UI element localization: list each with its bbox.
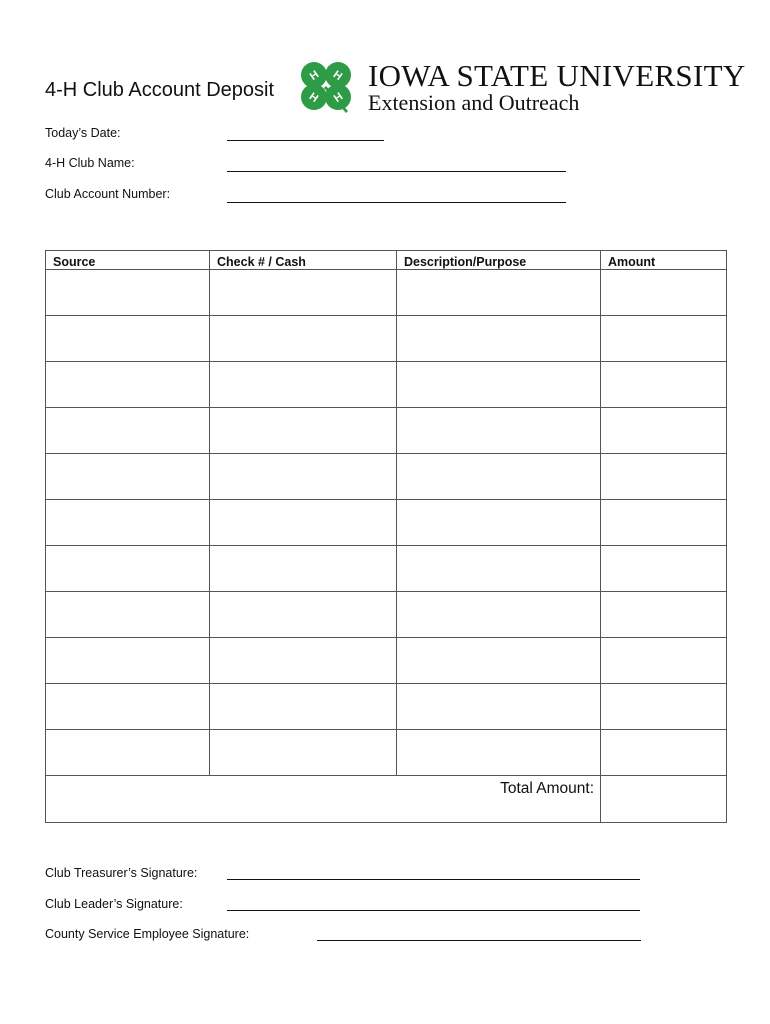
source-cell[interactable] — [46, 270, 210, 316]
table-header-row — [46, 251, 727, 270]
source-cell[interactable] — [46, 638, 210, 684]
leader-signature-label: Club Leader’s Signature: — [45, 897, 183, 911]
table-row — [46, 408, 727, 454]
check-cash-cell[interactable] — [210, 270, 397, 316]
amount-cell[interactable] — [601, 362, 727, 408]
employee-signature-field[interactable] — [317, 940, 641, 941]
table-row — [46, 316, 727, 362]
amount-cell[interactable] — [601, 684, 727, 730]
amount-cell[interactable] — [601, 546, 727, 592]
svg-text:H: H — [331, 90, 346, 106]
total-row — [46, 776, 727, 823]
treasurer-signature-label: Club Treasurer’s Signature: — [45, 866, 198, 880]
account-number-field[interactable] — [227, 202, 566, 203]
form-title: 4-H Club Account Deposit — [45, 79, 275, 101]
amount-cell[interactable] — [601, 408, 727, 454]
description-cell[interactable] — [397, 638, 601, 684]
check-cash-cell[interactable] — [210, 684, 397, 730]
source-cell[interactable] — [46, 500, 210, 546]
check-cash-cell[interactable] — [210, 592, 397, 638]
date-field[interactable] — [227, 140, 384, 141]
source-cell[interactable] — [46, 316, 210, 362]
source-cell[interactable] — [46, 730, 210, 776]
table-row — [46, 546, 727, 592]
description-cell[interactable] — [397, 362, 601, 408]
svg-text:H: H — [330, 68, 345, 84]
amount-cell[interactable] — [601, 500, 727, 546]
employee-signature-label: County Service Employee Signature: — [45, 927, 250, 941]
table-row — [46, 270, 727, 316]
check-cash-cell[interactable] — [210, 730, 397, 776]
university-name: IOWA STATE UNIVERSITY — [368, 58, 746, 93]
check-cash-cell[interactable] — [210, 454, 397, 500]
club-name-field[interactable] — [227, 171, 566, 172]
treasurer-signature-field[interactable] — [227, 879, 640, 880]
total-amount-label: Total Amount: — [46, 776, 601, 823]
amount-cell[interactable] — [601, 592, 727, 638]
deposit-table — [45, 250, 727, 823]
amount-cell[interactable] — [601, 638, 727, 684]
header-check-cash: Check # / Cash — [210, 251, 397, 270]
check-cash-cell[interactable] — [210, 638, 397, 684]
description-cell[interactable] — [397, 684, 601, 730]
description-cell[interactable] — [397, 454, 601, 500]
header-amount: Amount — [601, 251, 727, 270]
svg-text:H: H — [307, 68, 322, 84]
check-cash-cell[interactable] — [210, 500, 397, 546]
account-number-label: Club Account Number: — [45, 187, 171, 201]
table-row — [46, 684, 727, 730]
table-row — [46, 638, 727, 684]
source-cell[interactable] — [46, 546, 210, 592]
table-row — [46, 454, 727, 500]
source-cell[interactable] — [46, 454, 210, 500]
source-cell[interactable] — [46, 684, 210, 730]
table-row — [46, 730, 727, 776]
source-cell[interactable] — [46, 592, 210, 638]
source-cell[interactable] — [46, 362, 210, 408]
source-cell[interactable] — [46, 408, 210, 454]
4-h-clover-icon — [296, 59, 356, 115]
check-cash-cell[interactable] — [210, 408, 397, 454]
amount-cell[interactable] — [601, 454, 727, 500]
check-cash-cell[interactable] — [210, 546, 397, 592]
table-row — [46, 362, 727, 408]
svg-text:H: H — [306, 90, 321, 106]
header-description: Description/Purpose — [397, 251, 601, 270]
description-cell[interactable] — [397, 730, 601, 776]
club-name-label: 4-H Club Name: — [45, 156, 135, 170]
description-cell[interactable] — [397, 546, 601, 592]
table-row — [46, 500, 727, 546]
check-cash-cell[interactable] — [210, 316, 397, 362]
description-cell[interactable] — [397, 316, 601, 362]
description-cell[interactable] — [397, 592, 601, 638]
amount-cell[interactable] — [601, 316, 727, 362]
amount-cell[interactable] — [601, 730, 727, 776]
leader-signature-field[interactable] — [227, 910, 640, 911]
check-cash-cell[interactable] — [210, 362, 397, 408]
description-cell[interactable] — [397, 270, 601, 316]
total-amount-field[interactable] — [601, 776, 727, 823]
header-source: Source — [46, 251, 210, 270]
university-subtitle: Extension and Outreach — [368, 90, 580, 115]
date-label: Today’s Date: — [45, 126, 121, 140]
amount-cell[interactable] — [601, 270, 727, 316]
description-cell[interactable] — [397, 500, 601, 546]
table-row — [46, 592, 727, 638]
description-cell[interactable] — [397, 408, 601, 454]
